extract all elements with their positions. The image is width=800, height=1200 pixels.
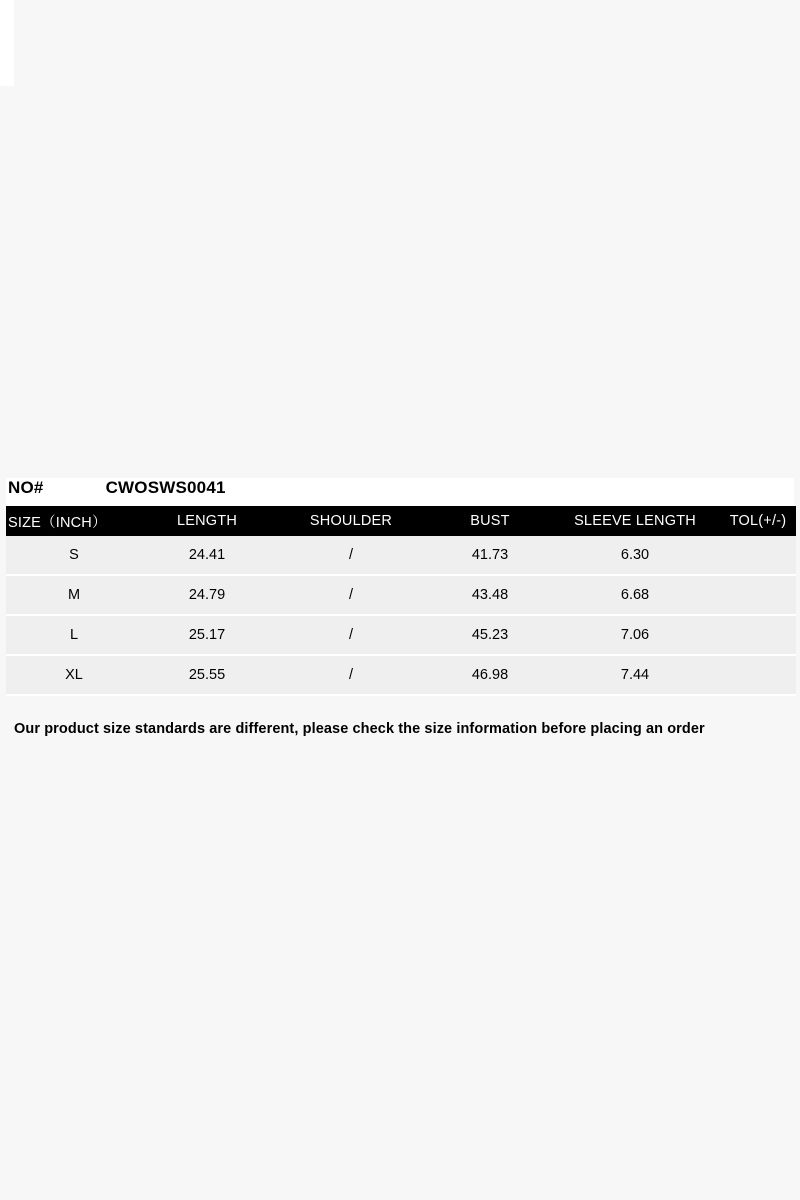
header-bust: BUST — [430, 506, 550, 536]
cell-length: 24.79 — [142, 575, 272, 615]
cell-bust: 43.48 — [430, 575, 550, 615]
cell-length: 25.55 — [142, 655, 272, 695]
size-table-body — [6, 536, 796, 695]
header-size: SIZE（INCH） — [6, 506, 142, 536]
corner-notch — [0, 0, 14, 86]
cell-tolerance — [720, 536, 796, 575]
size-note: Our product size standards are different, please check the size information before placing an order — [14, 721, 705, 737]
cell-bust: 45.23 — [430, 615, 550, 655]
table-row — [6, 655, 796, 695]
cell-size: M — [6, 575, 142, 615]
product-number-value: CWOSWS0041 — [105, 478, 226, 497]
cell-shoulder: / — [272, 655, 430, 695]
cell-tolerance — [720, 615, 796, 655]
size-table-header — [6, 506, 796, 536]
cell-size: XL — [6, 655, 142, 695]
cell-shoulder: / — [272, 536, 430, 575]
header-shoulder: SHOULDER — [272, 506, 430, 536]
cell-tolerance — [720, 655, 796, 695]
cell-length: 25.17 — [142, 615, 272, 655]
header-sleeve-length: SLEEVE LENGTH — [550, 506, 720, 536]
size-chart-block — [6, 478, 794, 696]
product-number-row — [6, 478, 794, 506]
cell-bust: 46.98 — [430, 655, 550, 695]
table-row — [6, 536, 796, 575]
header-tolerance: TOL(+/-) — [720, 506, 796, 536]
header-length: LENGTH — [142, 506, 272, 536]
cell-length: 24.41 — [142, 536, 272, 575]
cell-shoulder: / — [272, 575, 430, 615]
table-row — [6, 575, 796, 615]
cell-bust: 41.73 — [430, 536, 550, 575]
cell-tolerance — [720, 575, 796, 615]
cell-size: L — [6, 615, 142, 655]
product-number-label: NO# — [8, 478, 44, 497]
cell-size: S — [6, 536, 142, 575]
cell-shoulder: / — [272, 615, 430, 655]
table-header-row — [6, 506, 796, 536]
size-table — [6, 506, 796, 696]
cell-sleeve-length: 6.30 — [550, 536, 720, 575]
cell-sleeve-length: 6.68 — [550, 575, 720, 615]
table-row — [6, 615, 796, 655]
cell-sleeve-length: 7.44 — [550, 655, 720, 695]
cell-sleeve-length: 7.06 — [550, 615, 720, 655]
